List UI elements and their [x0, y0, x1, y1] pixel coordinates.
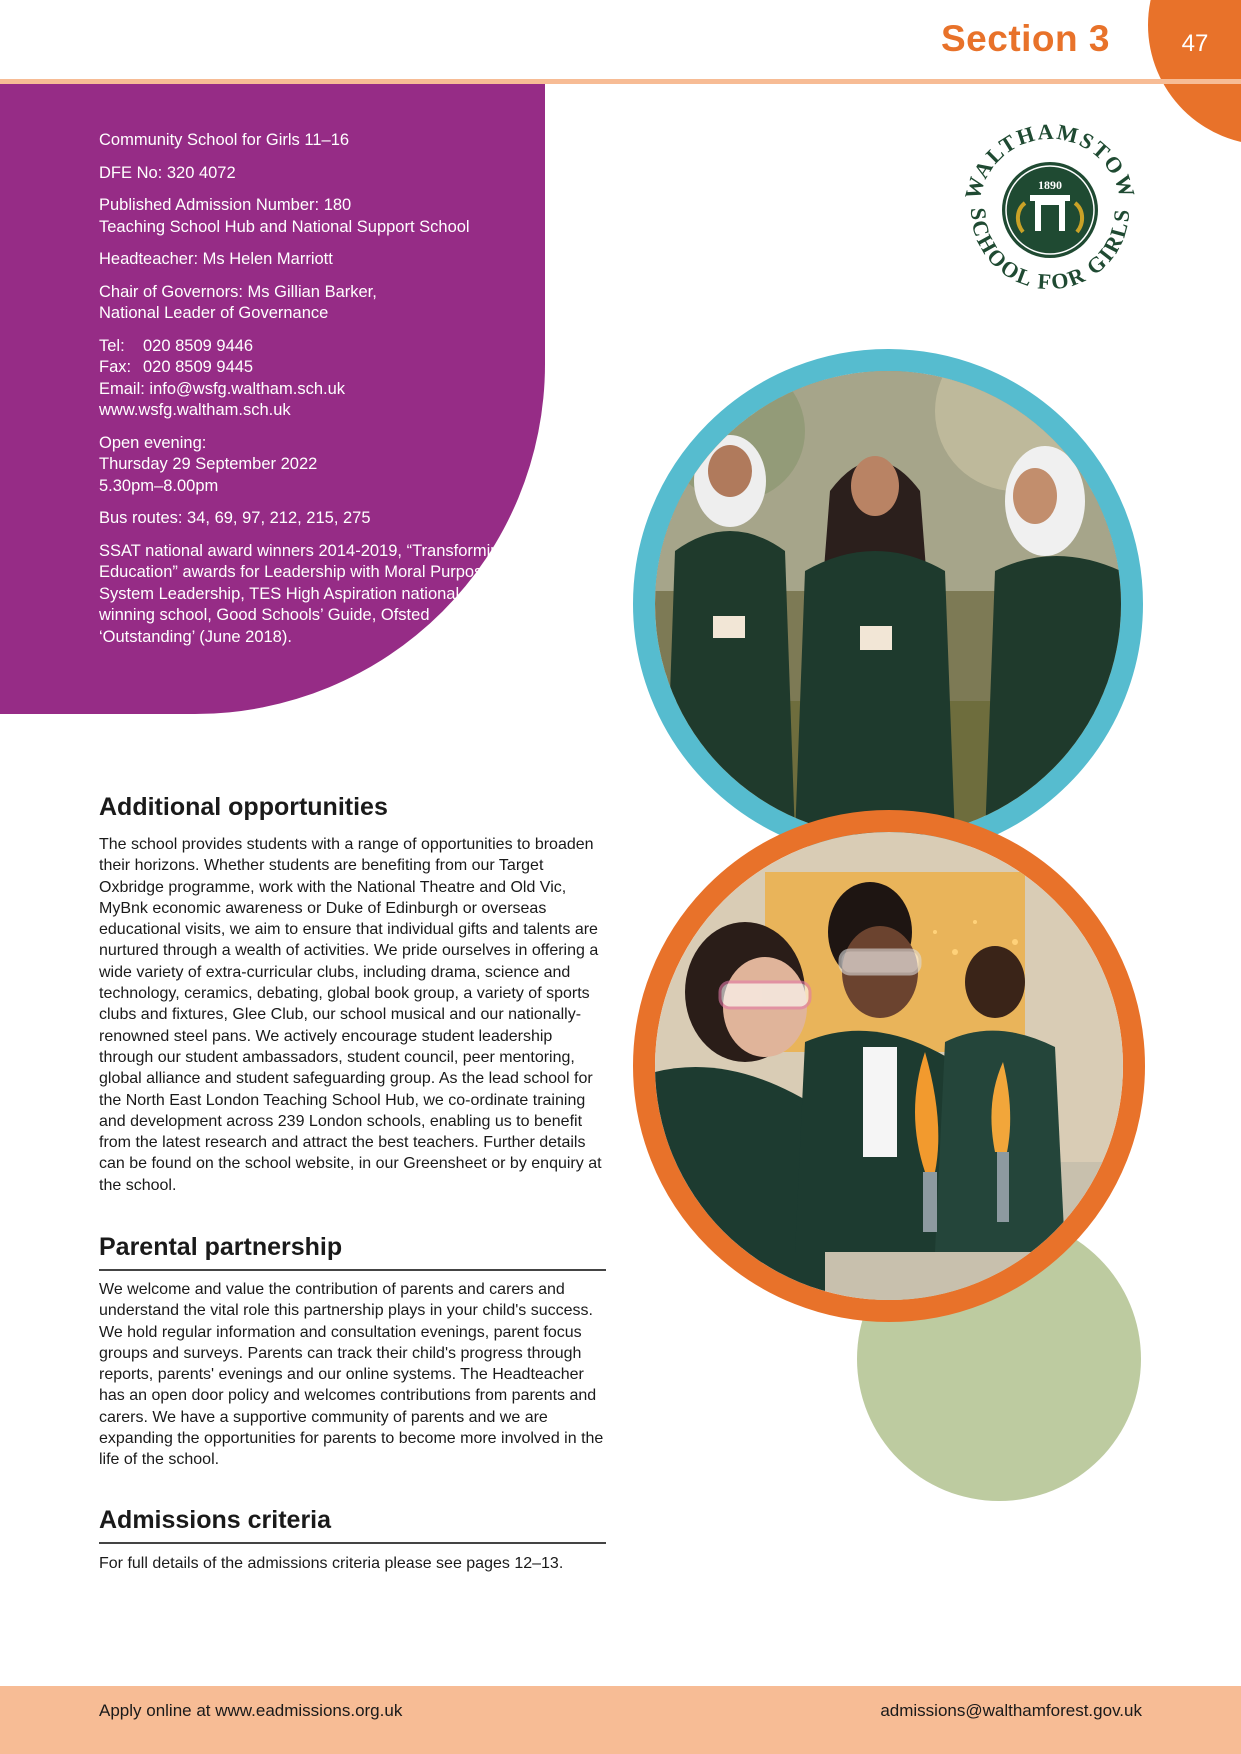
students-walking-photo [633, 349, 1143, 859]
logo-year: 1890 [1038, 178, 1062, 192]
parental-partnership-rule [99, 1269, 606, 1271]
chair-line-2: National Leader of Governance [99, 304, 329, 322]
email-link[interactable]: Email: info@wsfg.waltham.sch.uk [99, 379, 346, 398]
bus-routes: Bus routes: 34, 69, 97, 212, 215, 275 [99, 509, 371, 527]
tel-line [99, 337, 253, 355]
hub-line: Teaching School Hub and National Support School [99, 217, 470, 236]
fax-value: 020 8509 9445 [143, 358, 254, 376]
open-evening [99, 433, 529, 498]
parental-partnership-body: We welcome and value the contribution of parents and carers and understand the vital role this partnership plays in your child's success. We hold regular information and consultation evenings, parent focus groups and surveys. Parents can track their child's progress through reports, parents' evenings and our online systems. The Headteacher has an open door policy and welcomes contributions from parents and carers. We have a supportive community of parents and we are expanding the opportunities for parents to become more involved in the life of the school. [99, 1281, 604, 1469]
tel-label: Tel: [99, 336, 125, 355]
open-evening-label: Open evening: [99, 433, 207, 452]
pan-line: Published Admission Number: 180 [99, 196, 352, 214]
admissions-criteria-heading: Admissions criteria [99, 1506, 332, 1534]
school-logo [957, 117, 1143, 303]
parental-partnership-heading: Parental partnership [99, 1233, 343, 1261]
website-link[interactable]: www.wsfg.waltham.sch.uk [99, 401, 291, 419]
tel-value: 020 8509 9446 [143, 336, 254, 355]
headteacher: Headteacher: Ms Helen Marriott [99, 250, 333, 268]
logo-arc-bottom: SCHOOL FOR GIRLS [965, 206, 1135, 295]
awards: SSAT national award winners 2014-2019, “Transforming in Education” awards for Leadership with Moral Purpose and System Leadership, TES High Aspiration national award winning school, Good Schools’ Guide, Ofsted ‘Outstanding’ (June 2018). [99, 541, 527, 646]
apply-online-link[interactable]: Apply online at www.eadmissions.org.uk [99, 1701, 403, 1720]
school-type: Community School for Girls 11–16 [99, 131, 350, 149]
fax-line [99, 358, 253, 376]
contact-block [99, 336, 529, 422]
school-info-text [99, 130, 529, 659]
science-lab-photo [633, 810, 1145, 1322]
open-evening-date: Thursday 29 September 2022 [99, 455, 318, 473]
admissions-email-link[interactable]: admissions@walthamforest.gov.uk [880, 1701, 1142, 1720]
page-corner-circle [1148, 0, 1241, 145]
dfe-number: DFE No: 320 4072 [99, 163, 236, 182]
page-number: 47 [1181, 30, 1209, 57]
additional-opportunities-heading: Additional opportunities [99, 793, 388, 821]
admissions-criteria-rule [99, 1542, 606, 1544]
science-lab-illustration [655, 832, 1123, 1300]
open-evening-time: 5.30pm–8.00pm [99, 476, 219, 495]
additional-opportunities-body: The school provides students with a range of opportunities to broaden their horizons. Whether students are benefiting from our Target Oxbridge programme, work with the National Theatre and Old Vic, MyBnk economic awareness or Duke of Edinburgh or overseas educational visits, we aim to ensure that individual gifts and talents are nurtured through a wealth of activities. We pride ourselves in offering a wide variety of extra-curricular clubs, including drama, science and technology, ceramics, debating, global book group, a variety of sports clubs and fixtures, Glee Club, our school musical and our nationally-renowned steel pans. We actively encourage student leadership through our student ambassadors, student council, peer mentoring, global alliance and student safeguarding group. As the lead school for the North East London Teaching School Hub, we co-ordinate training and development across 239 London schools, enabling us to benefit from the latest research and attract the best teachers. Further details can be found on the school website, in our Greensheet or by enquiry at the school. [99, 836, 602, 1194]
logo-arc-top: WALTHAMSTOW [959, 118, 1141, 203]
chair-line-1: Chair of Governors: Ms Gillian Barker, [99, 282, 377, 301]
students-walking-illustration [655, 371, 1121, 837]
fax-label: Fax: [99, 358, 132, 376]
chair-of-governors [99, 282, 529, 325]
admissions-criteria-body: For full details of the admissions criteria please see pages 12–13. [99, 1555, 564, 1572]
section-title: Section 3 [941, 18, 1110, 59]
admission-number [99, 195, 529, 238]
